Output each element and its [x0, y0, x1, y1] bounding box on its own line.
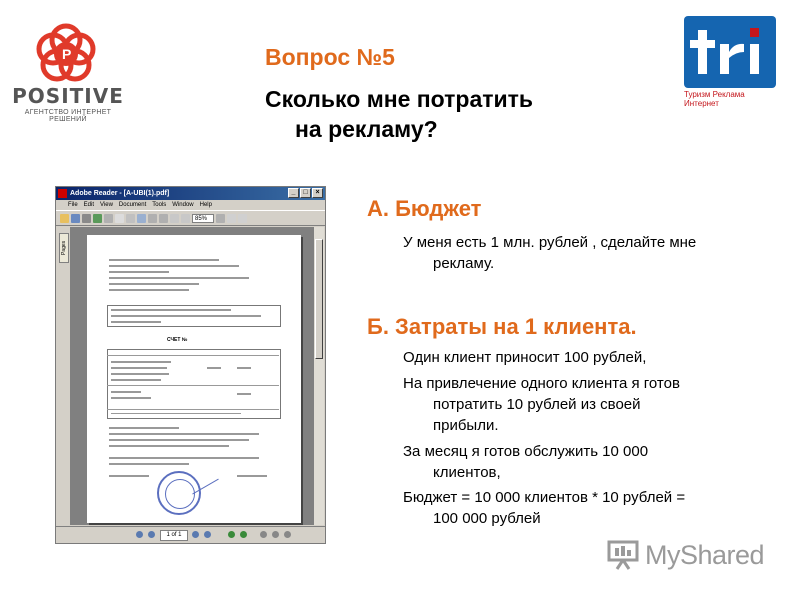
invoice-text-line	[109, 271, 169, 273]
tri-tagline: Туризм Реклама Интернет	[684, 90, 745, 108]
question-title: Вопрос №5	[265, 44, 395, 70]
go-back-icon[interactable]	[228, 531, 235, 538]
menu-edit[interactable]: Edit	[83, 202, 95, 208]
save-icon[interactable]	[71, 214, 80, 223]
invoice-table-rule	[107, 385, 279, 386]
reader-toolbar	[56, 210, 325, 226]
section-b-heading: Б. Затраты на 1 клиента.	[367, 314, 637, 339]
invoice-text-line	[109, 265, 239, 267]
invoice-text-line	[111, 413, 241, 414]
invoice-text-line	[111, 373, 169, 375]
invoice-text-line	[111, 379, 161, 381]
pages-tab[interactable]: Pages	[59, 233, 69, 263]
adobe-reader-window	[55, 186, 326, 544]
section-b-p2-line-2: потратить 10 рублей из своей	[433, 396, 641, 413]
single-page-icon[interactable]	[260, 531, 267, 538]
menu-window[interactable]: Window	[172, 202, 194, 208]
actual-size-icon[interactable]	[170, 214, 179, 223]
myshared-text: MyShared	[645, 539, 765, 570]
vertical-scrollbar[interactable]	[313, 227, 324, 525]
invoice-text-line	[207, 367, 221, 369]
zoom-dropdown-icon[interactable]	[216, 214, 225, 223]
invoice-text-line	[109, 283, 199, 285]
scroll-thumb[interactable]	[315, 239, 323, 359]
email-icon[interactable]	[93, 214, 102, 223]
section-b-paragraph-4	[403, 487, 773, 529]
invoice-text-line	[111, 391, 141, 393]
menu-document[interactable]: Document	[118, 202, 147, 208]
invoice-text-line	[109, 259, 219, 261]
invoice-text-line	[237, 475, 267, 477]
invoice-text-line	[111, 397, 151, 399]
close-button[interactable]: ×	[312, 188, 323, 198]
positive-tagline: АГЕНТСТВО ИНТЕРНЕТ РЕШЕНИЙ	[24, 109, 112, 123]
invoice-text-line	[111, 367, 167, 369]
question-line-1: Сколько мне потратить	[265, 86, 534, 112]
section-a-text	[403, 232, 773, 274]
section-b-paragraph-3	[403, 441, 773, 483]
page-indicator[interactable]: 1 of 1	[160, 530, 188, 541]
maximize-button[interactable]: □	[300, 188, 311, 198]
invoice-text-line	[109, 463, 189, 465]
zoom-in-icon[interactable]	[148, 214, 157, 223]
reader-titlebar	[56, 187, 325, 200]
help-icon[interactable]	[238, 214, 247, 223]
last-page-icon[interactable]	[204, 531, 211, 538]
section-a-heading: А. Бюджет	[367, 196, 482, 221]
zoom-out-icon[interactable]	[159, 214, 168, 223]
menu-view[interactable]: View	[100, 202, 113, 208]
go-forward-icon[interactable]	[240, 531, 247, 538]
menu-file[interactable]: File	[68, 202, 78, 208]
signature	[185, 467, 218, 495]
invoice-text-line	[111, 321, 161, 323]
section-b-paragraph-2	[403, 373, 773, 436]
section-b-paragraph-1	[403, 347, 773, 368]
facing-page-icon[interactable]	[284, 531, 291, 538]
window-controls	[288, 188, 323, 198]
svg-text:P: P	[62, 46, 72, 62]
menu-help[interactable]: Help	[199, 202, 212, 208]
hand-tool-icon[interactable]	[115, 214, 124, 223]
invoice-text-line	[109, 277, 249, 279]
minimize-button[interactable]: _	[288, 188, 299, 198]
reader-menubar	[56, 200, 325, 210]
menu-tools[interactable]: Tools	[152, 202, 167, 208]
invoice-text-line	[109, 289, 189, 291]
invoice-table-rule	[107, 409, 279, 410]
navigation-pane	[58, 227, 71, 525]
invoice-heading: СЧЕТ №	[167, 337, 188, 343]
section-b-p2-line-1: На привлечение одного клиента я готов	[403, 375, 680, 392]
section-b-p4-line-2: 100 000 рублей	[433, 510, 541, 527]
zoom-level[interactable]: 85%	[192, 214, 214, 223]
myshared-watermark	[607, 537, 764, 573]
tri-logo	[684, 16, 776, 88]
print-icon[interactable]	[82, 214, 91, 223]
invoice-text-line	[237, 393, 251, 395]
adobe-reader-icon	[58, 189, 67, 198]
search-icon[interactable]	[104, 214, 113, 223]
open-icon[interactable]	[60, 214, 69, 223]
question-line-2: на рекламу?	[295, 116, 438, 142]
fit-page-icon[interactable]	[181, 214, 190, 223]
invoice-text-line	[109, 445, 229, 447]
invoice-text-line	[109, 475, 149, 477]
first-page-icon[interactable]	[136, 531, 143, 538]
question-text	[265, 84, 605, 144]
section-a-line-1: У меня есть 1 млн. рублей , сделайте мне	[403, 234, 697, 251]
document-view[interactable]	[71, 227, 315, 525]
previous-page-icon[interactable]	[148, 531, 155, 538]
invoice-page	[87, 235, 301, 523]
invoice-text-line	[109, 427, 179, 429]
next-page-icon[interactable]	[192, 531, 199, 538]
section-a-line-2: рекламу.	[433, 255, 495, 272]
presentation-board-icon	[607, 540, 639, 570]
invoice-text-line	[109, 439, 249, 441]
section-b-p1-line: Один клиент приносит 100 рублей,	[403, 349, 647, 366]
positive-wordmark: POSITIVE	[12, 84, 124, 108]
section-b-p3-line-2: клиентов,	[433, 464, 501, 481]
invoice-text-line	[237, 367, 251, 369]
invoice-text-line	[109, 433, 259, 435]
section-b-p4-line-1: Бюджет = 10 000 клиентов * 10 рублей =	[403, 489, 686, 506]
select-tool-icon[interactable]	[126, 214, 135, 223]
invoice-table-rule	[107, 355, 279, 356]
continuous-page-icon[interactable]	[272, 531, 279, 538]
reader-title: Adobe Reader - [A-UBI(1).pdf]	[70, 190, 170, 197]
section-b-p2-line-3: прибыли.	[433, 417, 499, 434]
invoice-text-line	[109, 457, 259, 459]
invoice-text-line	[111, 315, 261, 317]
invoice-text-line	[111, 361, 171, 363]
reader-statusbar	[56, 526, 325, 543]
invoice-text-line	[111, 309, 231, 311]
section-b-p3-line-1: За месяц я готов обслужить 10 000	[403, 443, 649, 460]
snapshot-icon[interactable]	[137, 214, 146, 223]
rotate-icon[interactable]	[227, 214, 236, 223]
